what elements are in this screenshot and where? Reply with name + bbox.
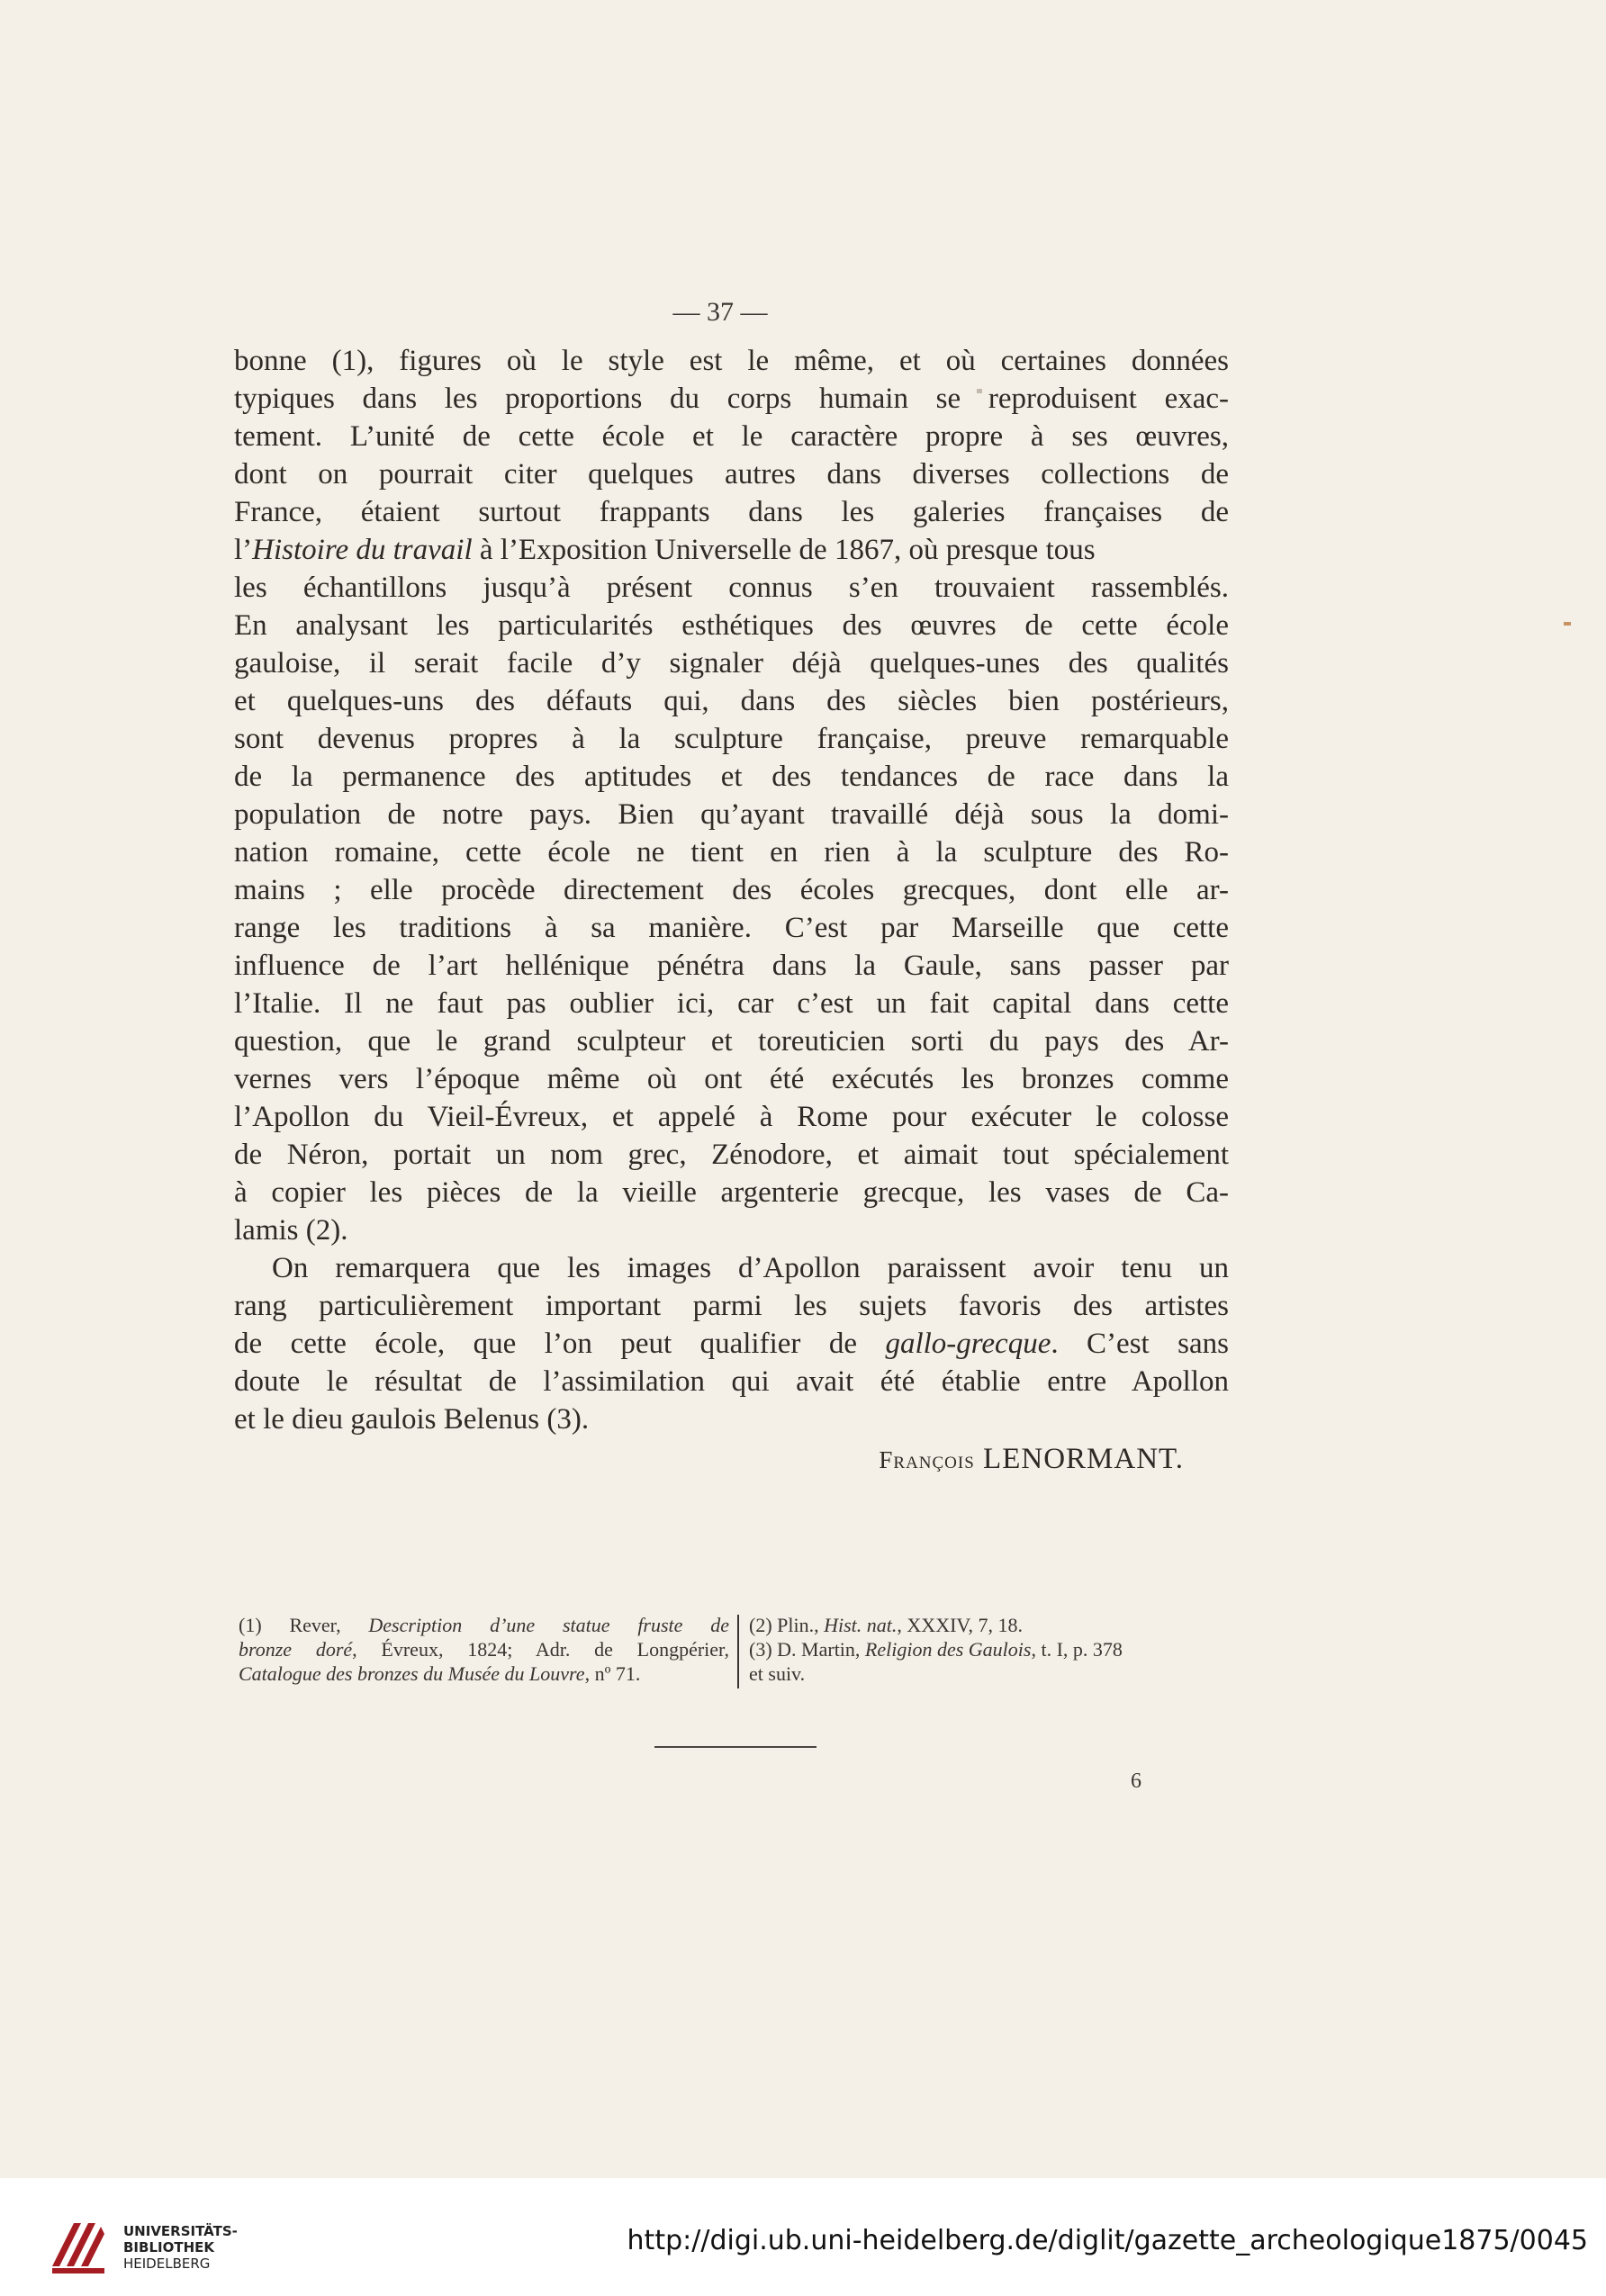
footnote-italic: Description d’une statue fruste de	[368, 1614, 729, 1636]
text-line: gauloise, il serait facile d’y signaler déjà quelques-unes des qualités	[234, 647, 1229, 680]
text-line: l’Apollon du Vieil-Évreux, et appelé à Rome pour exécuter le colosse	[234, 1101, 1229, 1133]
text-line-with-italic	[234, 1325, 1229, 1363]
text-line: range les traditions à sa manière. C’est par Marseille que cette	[234, 912, 1229, 944]
text-line: sont devenus propres à la sculpture française, preuve remarquable	[234, 723, 1229, 755]
footnote-text: (2) Plin.,	[749, 1614, 825, 1636]
signature-mark: 6	[1131, 1769, 1141, 1793]
text-line: mains ; elle procède directement des écoles grecques, dont elle ar-	[234, 874, 1229, 906]
author-first-name: François	[879, 1446, 975, 1473]
end-rule	[654, 1746, 817, 1748]
page-number: — 37 —	[672, 297, 768, 327]
footnote-3-line: et suiv.	[749, 1662, 806, 1685]
text-line: de Néron, portait un nom grec, Zénodore, et aimait tout spécialement	[234, 1139, 1229, 1171]
footnote-2-line	[749, 1613, 1235, 1637]
italic-title: Histoire du travail	[252, 534, 473, 566]
footnote-text: , t. I, p. 378	[1031, 1638, 1123, 1661]
library-name	[123, 2223, 238, 2272]
italic-term: gallo-grecque	[885, 1328, 1051, 1360]
text-line: lamis (2).	[234, 1214, 348, 1247]
library-name-line: BIBLIOTHEK	[123, 2239, 214, 2255]
text-line: et le dieu gaulois Belenus (3).	[234, 1403, 590, 1436]
library-logo-icon[interactable]	[47, 2216, 110, 2279]
text-line: à copier les pièces de la vieille argenterie grecque, les vases de Ca-	[234, 1176, 1229, 1209]
text-line: rang particulièrement important parmi les sujets favoris des artistes	[234, 1290, 1229, 1322]
text-line: et quelques-uns des défauts qui, dans des siècles bien postérieurs,	[234, 685, 1229, 717]
footnote-italic: Catalogue des bronzes du Musée du Louvre	[239, 1662, 585, 1685]
text-line: population de notre pays. Bien qu’ayant travaillé déjà sous la domi-	[234, 798, 1229, 831]
footnote-italic: bronze doré	[239, 1638, 353, 1661]
text-line: influence de l’art hellénique pénétra dans la Gaule, sans passer par	[234, 950, 1229, 982]
text-line: question, que le grand sculpteur et toreuticien sorti du pays des Ar-	[234, 1025, 1229, 1058]
text-line: nation romaine, cette école ne tient en rien à la sculpture des Ro-	[234, 836, 1229, 869]
footnote-text: (3) D. Martin,	[749, 1638, 865, 1661]
library-name-line: UNIVERSITÄTS-	[123, 2223, 238, 2239]
text-line: de la permanence des aptitudes et des tendances de race dans la	[234, 761, 1229, 793]
text-line: dont on pourrait citer quelques autres dans diverses collections de	[234, 458, 1229, 491]
text-line: tement. L’unité de cette école et le caractère propre à ses œuvres,	[234, 420, 1229, 453]
footnote-divider	[737, 1615, 739, 1688]
footnote-italic: Religion des Gaulois	[864, 1638, 1032, 1661]
text-line: doute le résultat de l’assimilation qui avait été établie entre Apollon	[234, 1365, 1229, 1398]
author-last-name: LENORMANT.	[983, 1443, 1184, 1475]
text-line: On remarquera que les images d’Apollon paraissent avoir tenu un	[272, 1252, 1229, 1284]
text-line: France, étaient surtout frappants dans les galeries françaises de	[234, 496, 1229, 528]
footnote-1-line	[239, 1661, 729, 1686]
text-line: vernes vers l’époque même où ont été exécutés les bronzes comme	[234, 1063, 1229, 1095]
text-line: les échantillons jusqu’à présent connus s’en trouvaient rassemblés.	[234, 572, 1229, 604]
footnote-1-line	[239, 1613, 729, 1637]
footnote-column-right	[749, 1613, 1235, 1686]
text-line: bonne (1), figures où le style est le même, et où certaines données	[234, 345, 1229, 377]
footnote-column-left	[239, 1613, 729, 1686]
footnote-text: (1) Rever,	[239, 1614, 369, 1636]
text-line: typiques dans les proportions du corps humain se reproduisent exac-	[234, 383, 1229, 415]
footnote-1-line	[239, 1637, 729, 1661]
footnote-text: , XXXIV, 7, 18.	[897, 1614, 1023, 1636]
text-fragment: l’	[234, 534, 253, 566]
footnote-text: , nº 71.	[584, 1662, 641, 1685]
text-fragment: . C’est sans	[1051, 1328, 1229, 1360]
text-line-with-italic	[234, 531, 1229, 569]
footnote-italic: Hist. nat.	[824, 1614, 898, 1636]
library-name-line: HEIDELBERG	[123, 2255, 211, 2272]
footnote-3-line	[749, 1637, 1235, 1661]
author-signature	[234, 1440, 1229, 1479]
text-fragment: de cette école, que l’on peut qualifier de	[234, 1328, 886, 1360]
paper-speck	[1564, 622, 1571, 626]
text-fragment: à l’Exposition Universelle de 1867, où presque tous	[472, 534, 1096, 566]
footnote-text: , Évreux, 1824; Adr. de Longpérier,	[352, 1638, 729, 1661]
text-line: l’Italie. Il ne faut pas oublier ici, car c’est un fait capital dans cette	[234, 987, 1229, 1020]
article-body	[234, 342, 1229, 1479]
permalink-url[interactable]: http://digi.ub.uni-heidelberg.de/diglit/gazette_archeologique1875/0045	[627, 2225, 1588, 2256]
text-line: En analysant les particularités esthétiques des œuvres de cette école	[234, 609, 1229, 642]
